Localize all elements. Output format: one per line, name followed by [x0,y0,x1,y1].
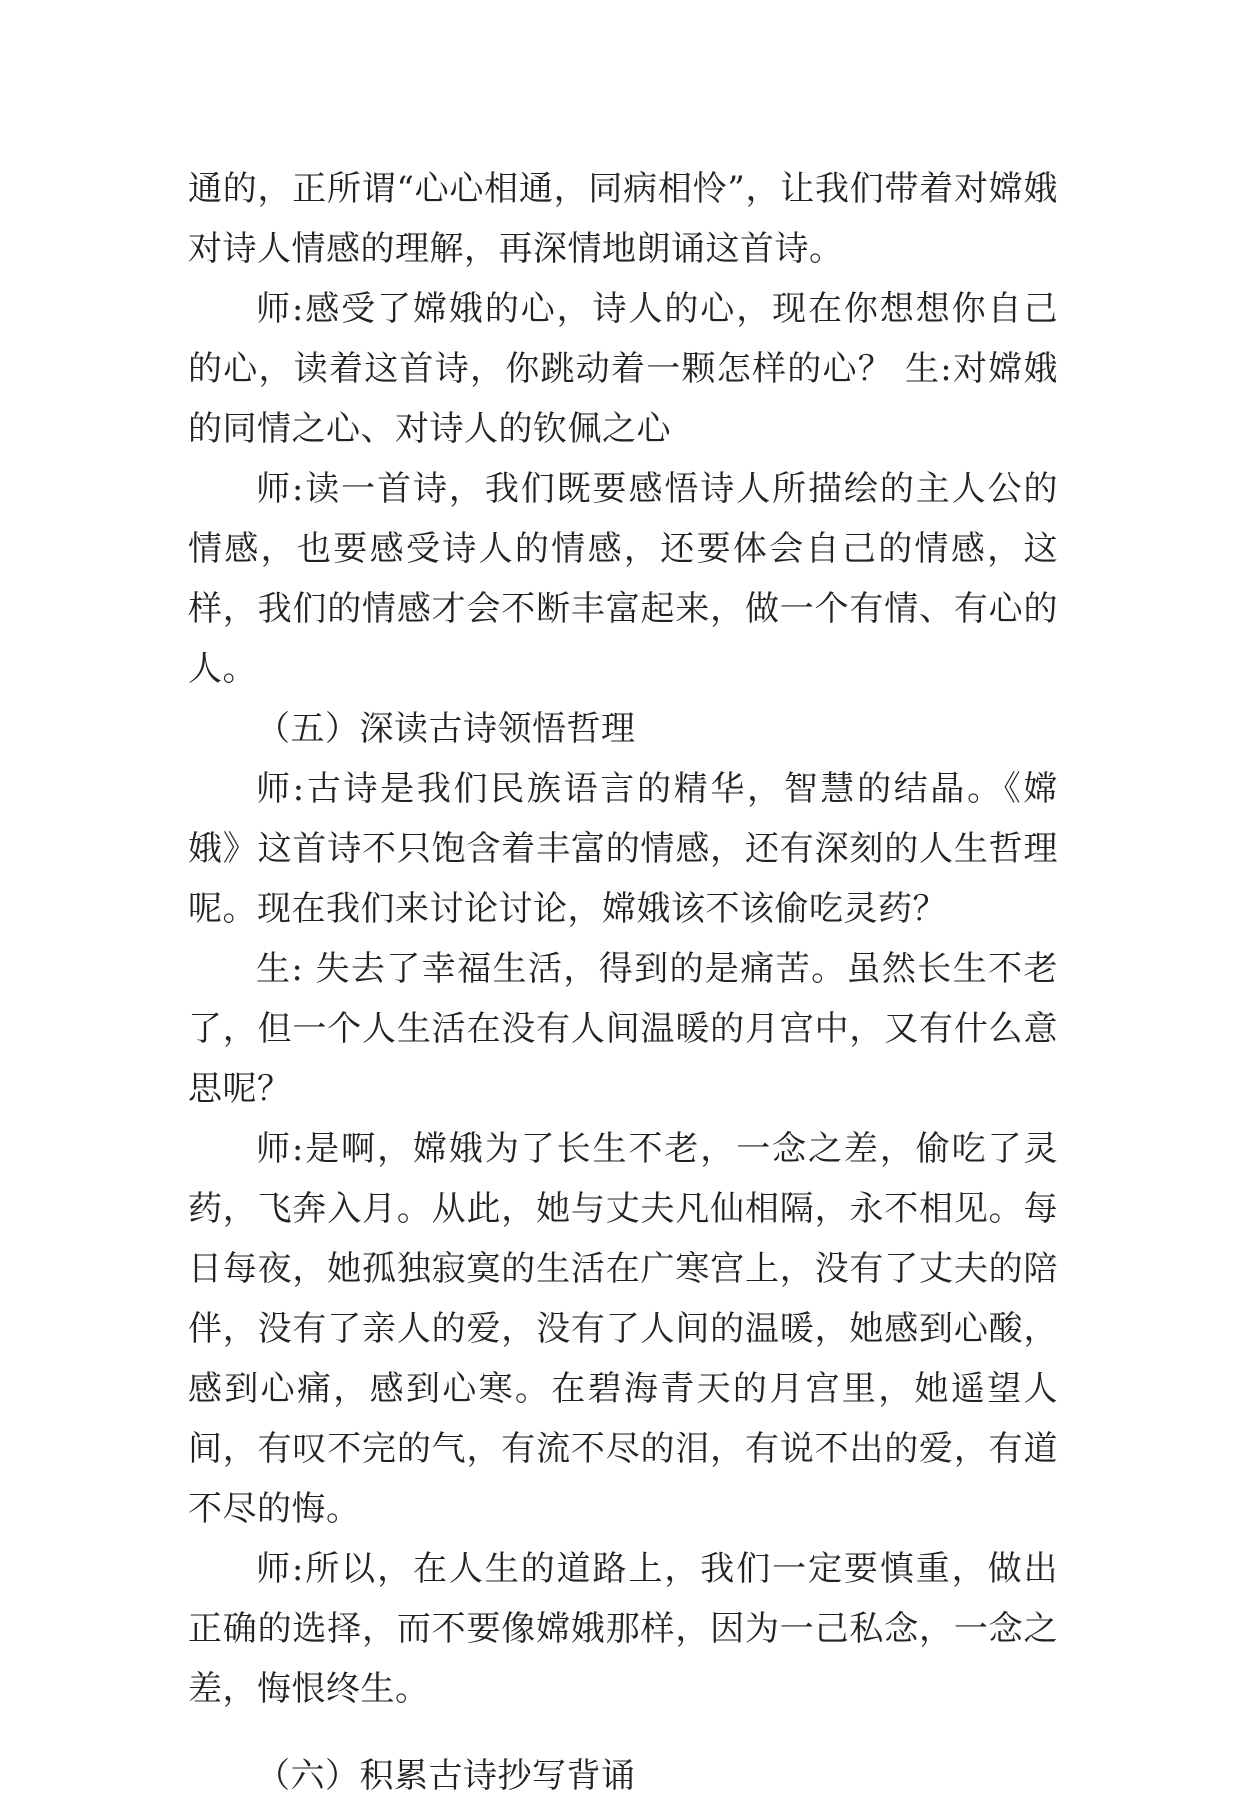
paragraph-continuation: 通的，正所谓“心心相通，同病相怜”，让我们带着对嫦娥对诗人情感的理解，再深情地朗诵这首诗。 [188,169,1058,269]
paragraph-teacher-conclusion: 师:所以，在人生的道路上，我们一定要慎重，做出正确的选择，而不要像嫦娥那样，因为一己私念，一念之差，悔恨终生。 [188,1549,1058,1709]
paragraph-student-answer: 生: 失去了幸福生活，得到的是痛苦。虽然长生不老了，但一个人生活在没有人间温暖的月宫中，又有什么意思呢？ [188,949,1058,1109]
paragraph-teacher-heart: 师:感受了嫦娥的心，诗人的心，现在你想想你自己的心，读着这首诗，你跳动着一颗怎样的心？ 生:对嫦娥的同情之心、对诗人的钦佩之心 [188,289,1058,449]
document-body [188,159,1058,1806]
paragraph-teacher-philosophy: 师:古诗是我们民族语言的精华，智慧的结晶。《嫦娥》这首诗不只饱含着丰富的情感，还有深刻的人生哲理呢。现在我们来讨论讨论，嫦娥该不该偷吃灵药？ [188,769,1058,929]
paragraph-teacher-story: 师:是啊，嫦娥为了长生不老，一念之差，偷吃了灵药，飞奔入月。从此，她与丈夫凡仙相隔，永不相见。每日每夜，她孤独寂寞的生活在广寒宫上，没有了丈夫的陪伴，没有了亲人的爱，没有了人间的温暖，她感到心酸，感到心痛，感到心寒。在碧海青天的月宫里，她遥望人间，有叹不完的气，有流不尽的泪，有说不出的爱，有道不尽的悔。 [188,1129,1058,1529]
section-heading-six: （六）积累古诗抄写背诵 [256,1756,636,1796]
paragraph-teacher-emotion: 师:读一首诗，我们既要感悟诗人所描绘的主人公的情感，也要感受诗人的情感，还要体会自己的情感，这样，我们的情感才会不断丰富起来，做一个有情、有心的人。 [188,469,1058,689]
spacer [188,1719,1058,1746]
section-heading-five: （五）深读古诗领悟哲理 [256,709,636,749]
